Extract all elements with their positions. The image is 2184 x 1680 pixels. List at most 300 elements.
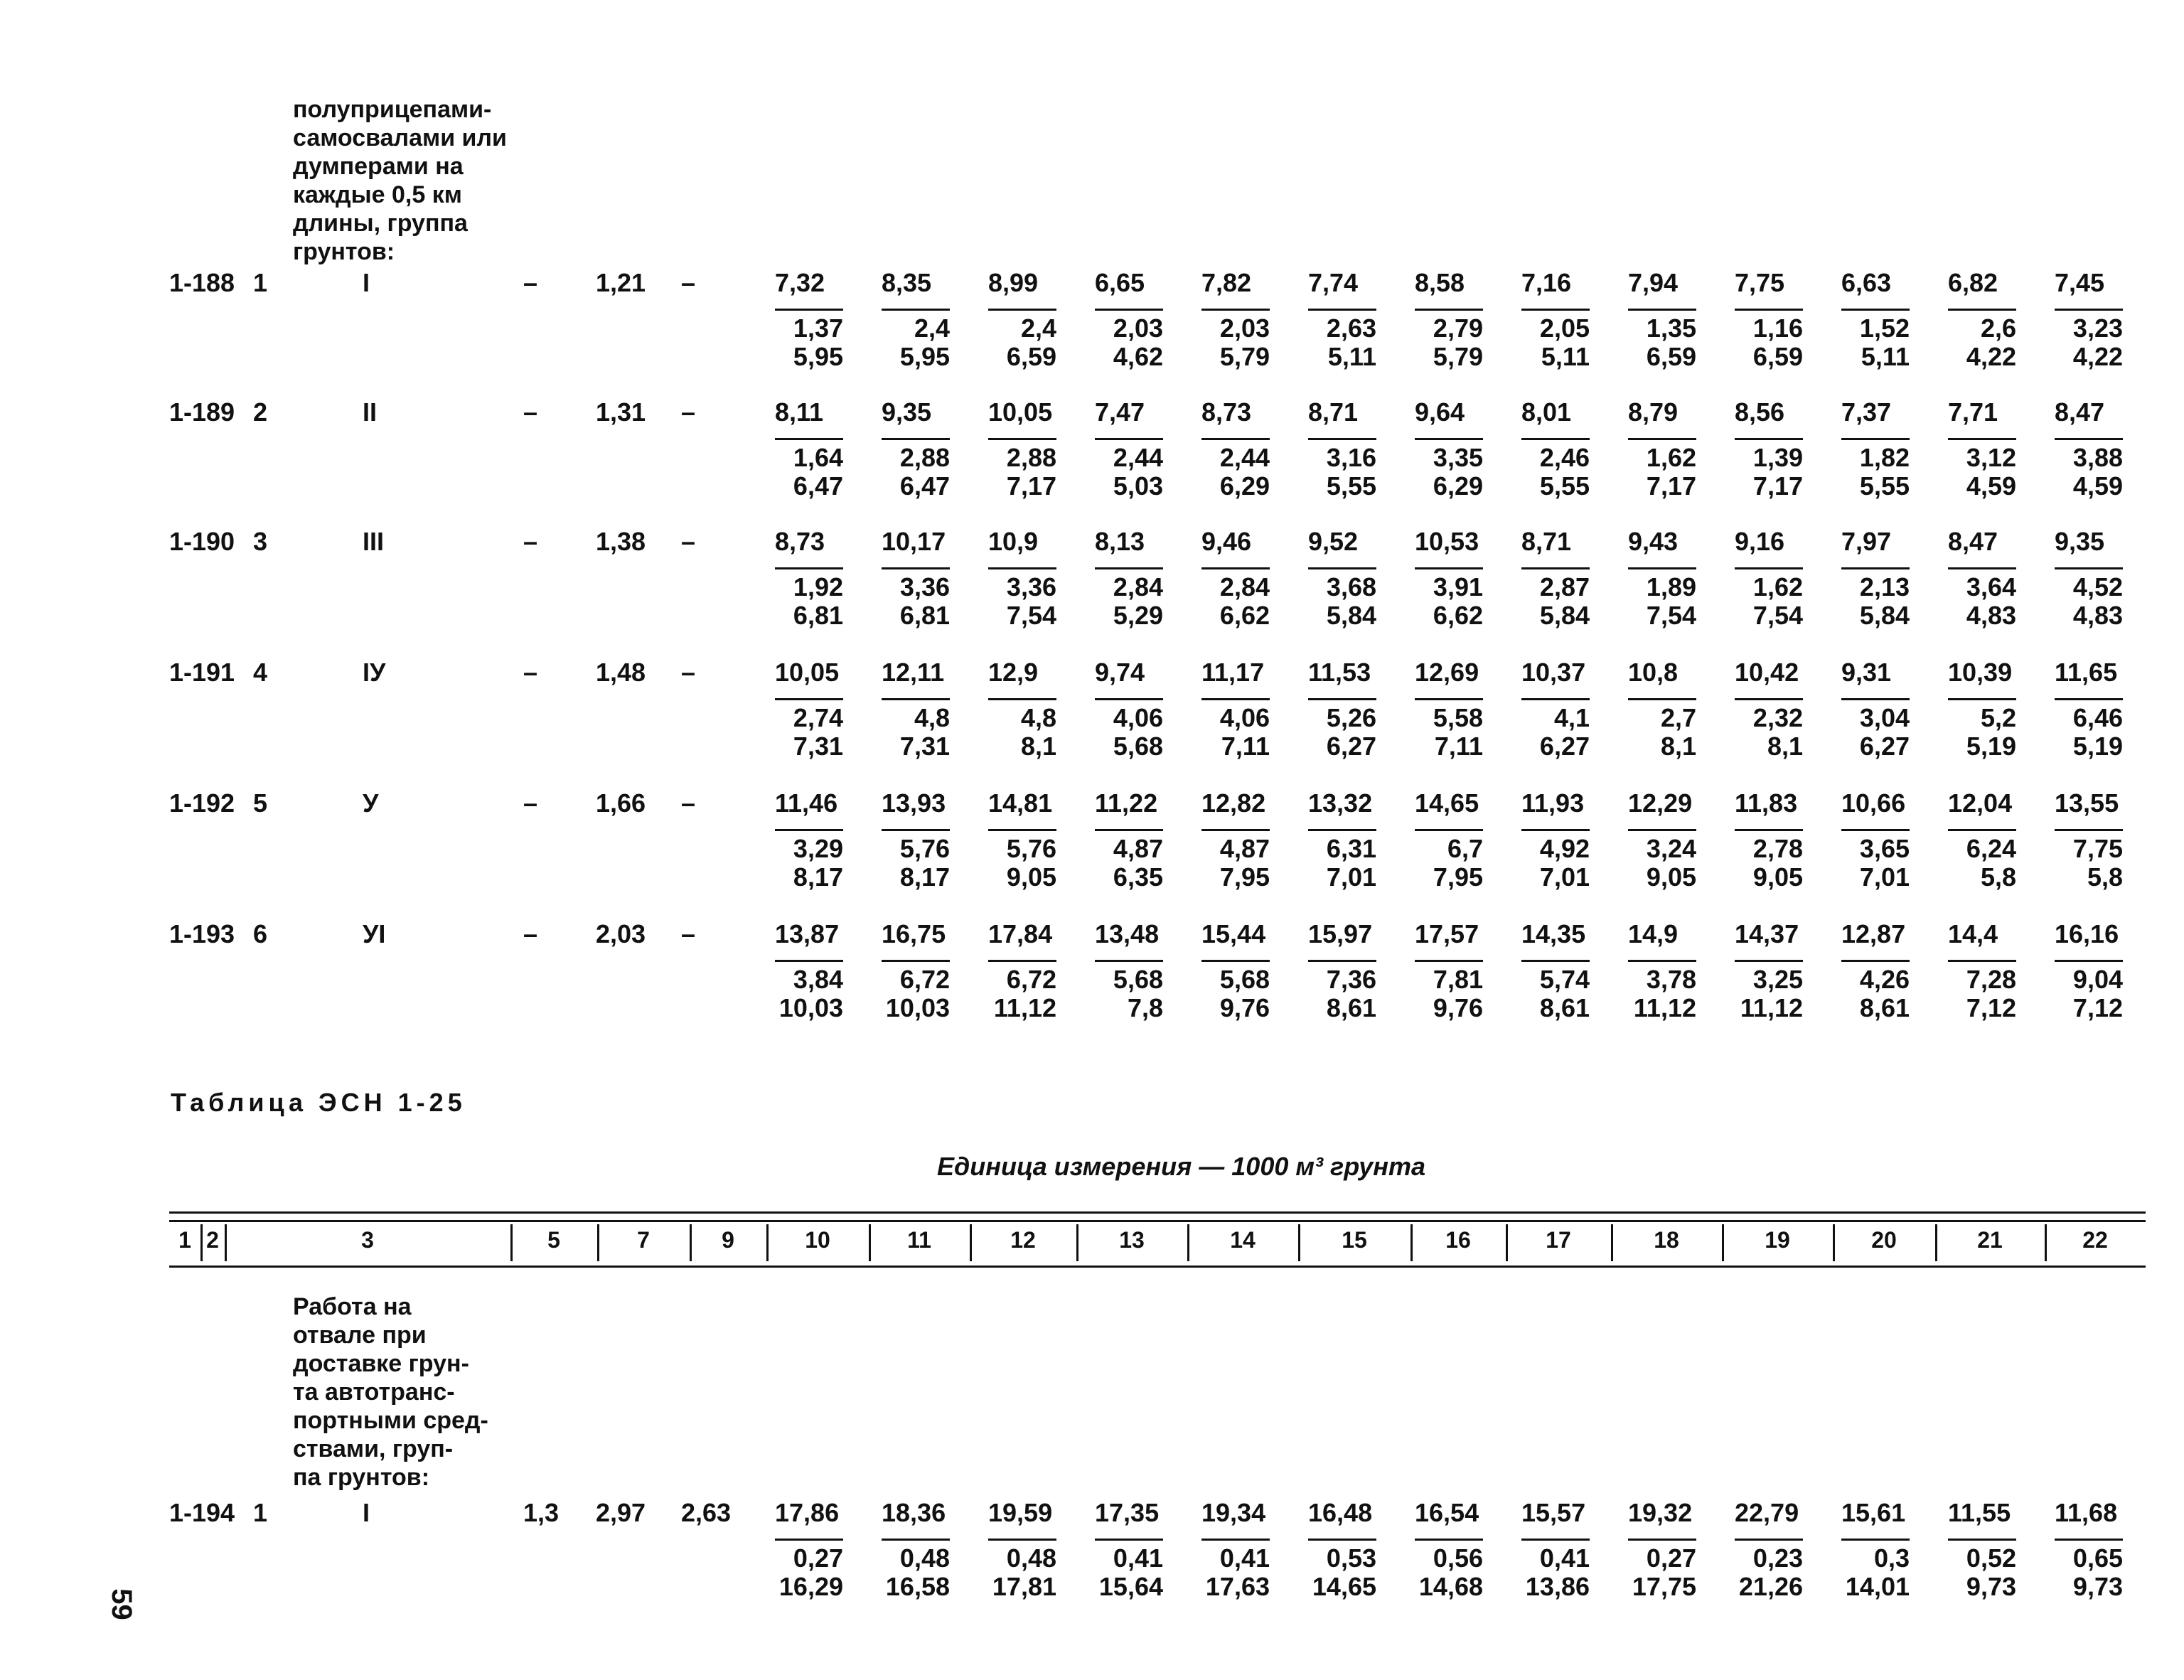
fraction-sub-value-1: 0,53 (1326, 1543, 1376, 1573)
fraction-sub-value-2: 9,05 (1006, 862, 1056, 892)
fraction-sub-value-1: 4,87 (1219, 834, 1270, 863)
fraction-cell (1521, 1498, 1600, 1601)
fraction-bar (1948, 698, 2016, 700)
fraction-bar (1521, 1539, 1590, 1541)
fraction-cell (775, 1498, 853, 1601)
fraction-sub-value-1: 3,91 (1433, 572, 1483, 601)
fraction-cell (1415, 397, 1493, 501)
fraction-sub-values (1095, 835, 1163, 892)
fraction-sub-values (1948, 965, 2016, 1022)
fraction-sub-value-2: 6,62 (1219, 601, 1270, 630)
row-soil-group: У (363, 788, 379, 818)
fraction-bar (882, 698, 950, 700)
fraction-sub-value-1: 7,28 (1966, 965, 2016, 994)
fraction-sub-value-2: 6,81 (793, 601, 843, 630)
fraction-value: 8,35 (882, 268, 932, 297)
fraction-value: 18,36 (882, 1498, 946, 1527)
fraction-bar (2055, 438, 2123, 440)
fraction-bar (988, 567, 1056, 569)
fraction-sub-values (1735, 704, 1803, 761)
fraction-bar (1201, 1539, 1270, 1541)
fraction-value: 11,93 (1521, 788, 1585, 818)
fraction-bar (1201, 567, 1270, 569)
row-col9: – (681, 527, 696, 556)
fraction-cell (1948, 658, 2026, 761)
fraction-sub-value-1: 2,13 (1859, 572, 1910, 601)
header-top-rule-2 (169, 1220, 2146, 1222)
fraction-value: 11,22 (1095, 788, 1158, 818)
fraction-sub-value-1: 6,72 (1006, 965, 1056, 994)
fraction-sub-values (1735, 444, 1803, 501)
header-cell: 14 (1230, 1227, 1256, 1253)
fraction-sub-value-1: 3,24 (1646, 834, 1696, 863)
fraction-cell (1095, 397, 1173, 501)
row-col7: 1,48 (596, 658, 646, 687)
fraction-value: 9,35 (882, 397, 932, 427)
fraction-cell (1415, 658, 1493, 761)
fraction-sub-values (1308, 444, 1376, 501)
fraction-sub-value-2: 7,95 (1433, 862, 1483, 892)
fraction-value: 13,32 (1308, 788, 1373, 818)
fraction-sub-value-1: 0,52 (1966, 1543, 2016, 1573)
fraction-cell (1948, 397, 2026, 501)
fraction-bar (988, 1539, 1056, 1541)
page-number: 59 (105, 1588, 137, 1620)
fraction-sub-value-1: 1,89 (1646, 572, 1696, 601)
fraction-sub-values (882, 314, 950, 371)
header-divider (690, 1224, 692, 1261)
fraction-bar (1841, 309, 1910, 311)
fraction-bar (1308, 960, 1376, 962)
header-cell: 19 (1765, 1227, 1790, 1253)
fraction-sub-value-1: 3,78 (1646, 965, 1696, 994)
fraction-cell (1735, 1498, 1813, 1601)
fraction-cell (1841, 919, 1920, 1022)
fraction-bar (988, 829, 1056, 831)
fraction-cell (988, 919, 1066, 1022)
fraction-sub-values (775, 1544, 843, 1601)
fraction-value: 7,97 (1841, 527, 1892, 556)
header-cell: 10 (805, 1227, 830, 1253)
fraction-bar (988, 309, 1056, 311)
fraction-sub-values (1841, 573, 1910, 630)
fraction-sub-value-2: 8,1 (1767, 732, 1803, 761)
row-col9: 2,63 (681, 1498, 732, 1527)
fraction-bar (1841, 438, 1910, 440)
fraction-cell (1201, 397, 1280, 501)
fraction-cell (1521, 788, 1600, 892)
header-cell: 3 (361, 1227, 374, 1253)
fraction-sub-values (988, 444, 1056, 501)
fraction-sub-value-2: 4,83 (1966, 601, 2016, 630)
fraction-cell (2055, 788, 2133, 892)
fraction-value: 9,46 (1201, 527, 1252, 556)
fraction-bar (1308, 1539, 1376, 1541)
fraction-sub-value-2: 8,17 (793, 862, 843, 892)
fraction-sub-values (1415, 835, 1483, 892)
fraction-bar (882, 960, 950, 962)
fraction-sub-values (1521, 1544, 1590, 1601)
fraction-value: 9,31 (1841, 658, 1892, 687)
fraction-sub-values (1948, 573, 2016, 630)
fraction-sub-values (2055, 1544, 2123, 1601)
fraction-cell (988, 268, 1066, 371)
fraction-bar (882, 438, 950, 440)
fraction-value: 9,74 (1095, 658, 1145, 687)
fraction-sub-value-1: 2,44 (1113, 443, 1163, 472)
fraction-cell (2055, 397, 2133, 501)
fraction-sub-values (1735, 965, 1803, 1022)
fraction-value: 17,57 (1415, 919, 1479, 948)
fraction-sub-value-1: 4,26 (1859, 965, 1910, 994)
header-cell: 11 (907, 1227, 931, 1253)
fraction-value: 14,35 (1521, 919, 1586, 948)
fraction-sub-values (1948, 444, 2016, 501)
fraction-sub-values (1308, 835, 1376, 892)
fraction-bar (1201, 960, 1270, 962)
fraction-sub-value-2: 11,12 (1740, 993, 1803, 1022)
fraction-value: 17,84 (988, 919, 1053, 948)
fraction-sub-value-1: 2,84 (1219, 572, 1270, 601)
fraction-sub-value-2: 5,19 (2072, 732, 2123, 761)
fraction-sub-value-1: 0,27 (1646, 1543, 1696, 1573)
fraction-cell (882, 919, 960, 1022)
fraction-sub-value-1: 0,3 (1873, 1543, 1910, 1573)
fraction-sub-value-2: 5,03 (1113, 471, 1163, 501)
header-cell: 15 (1342, 1227, 1367, 1253)
fraction-sub-values (1308, 965, 1376, 1022)
fraction-sub-value-2: 9,76 (1433, 993, 1483, 1022)
header-cell: 2 (206, 1227, 219, 1253)
fraction-sub-value-2: 9,73 (1966, 1572, 2016, 1601)
fraction-sub-values (1201, 965, 1270, 1022)
header-cell: 21 (1977, 1227, 2003, 1253)
fraction-cell (1201, 919, 1280, 1022)
fraction-sub-value-1: 3,36 (1006, 572, 1056, 601)
fraction-value: 14,4 (1948, 919, 1998, 948)
fraction-sub-value-2: 5,8 (2087, 862, 2123, 892)
fraction-bar (2055, 960, 2123, 962)
fraction-sub-value-2: 6,59 (1006, 342, 1056, 371)
fraction-sub-value-1: 9,04 (2072, 965, 2123, 994)
fraction-sub-value-2: 7,01 (1539, 862, 1590, 892)
fraction-cell (1841, 1498, 1920, 1601)
fraction-cell (988, 788, 1066, 892)
fraction-sub-value-2: 6,47 (793, 471, 843, 501)
header-cell: 1 (178, 1227, 191, 1253)
row-soil-group: II (363, 397, 378, 427)
fraction-sub-value-1: 4,87 (1113, 834, 1163, 863)
fraction-cell (2055, 1498, 2133, 1601)
fraction-sub-value-2: 7,54 (1646, 601, 1696, 630)
fraction-cell (1095, 268, 1173, 371)
fraction-sub-value-1: 2,88 (1006, 443, 1056, 472)
fraction-sub-values (882, 573, 950, 630)
header-cell: 22 (2082, 1227, 2108, 1253)
fraction-sub-values (988, 704, 1056, 761)
fraction-sub-value-2: 10,03 (778, 993, 843, 1022)
fraction-cell (1735, 397, 1813, 501)
fraction-bar (1308, 698, 1376, 700)
fraction-cell (1841, 788, 1920, 892)
fraction-sub-value-1: 0,27 (793, 1543, 843, 1573)
fraction-bar (1628, 438, 1696, 440)
fraction-bar (1415, 438, 1483, 440)
fraction-value: 10,9 (988, 527, 1039, 556)
fraction-sub-value-2: 7,11 (1434, 732, 1483, 761)
row-soil-group: I (363, 268, 370, 297)
fraction-sub-value-1: 6,31 (1326, 834, 1376, 863)
fraction-value: 14,65 (1415, 788, 1479, 818)
fraction-sub-values (882, 835, 950, 892)
fraction-value: 13,48 (1095, 919, 1160, 948)
fraction-sub-value-2: 7,54 (1752, 601, 1803, 630)
fraction-bar (1308, 438, 1376, 440)
fraction-sub-values (1308, 704, 1376, 761)
fraction-sub-values (1628, 965, 1696, 1022)
fraction-value: 10,05 (775, 658, 840, 687)
fraction-sub-value-1: 3,12 (1966, 443, 2016, 472)
fraction-value: 8,47 (1948, 527, 1998, 556)
fraction-sub-value-2: 5,79 (1433, 342, 1483, 371)
fraction-bar (1628, 1539, 1696, 1541)
fraction-sub-value-2: 17,75 (1632, 1572, 1696, 1601)
fraction-sub-values (1201, 1544, 1270, 1601)
fraction-sub-value-2: 15,64 (1098, 1572, 1163, 1601)
fraction-cell (1521, 919, 1600, 1022)
fraction-cell (1948, 527, 2026, 630)
header-divider (225, 1224, 227, 1261)
header-bottom-rule (169, 1266, 2146, 1268)
fraction-sub-values (1095, 1544, 1163, 1601)
fraction-bar (775, 698, 843, 700)
fraction-sub-value-1: 7,36 (1326, 965, 1376, 994)
fraction-value: 8,73 (1201, 397, 1252, 427)
fraction-sub-value-1: 6,7 (1447, 834, 1483, 863)
fraction-cell (1521, 527, 1600, 630)
fraction-sub-value-1: 1,82 (1859, 443, 1910, 472)
fraction-value: 6,82 (1948, 268, 1998, 297)
fraction-sub-value-2: 5,95 (793, 342, 843, 371)
fraction-sub-value-2: 6,27 (1326, 732, 1376, 761)
fraction-value: 7,16 (1521, 268, 1572, 297)
fraction-value: 16,48 (1308, 1498, 1373, 1527)
fraction-bar (775, 438, 843, 440)
fraction-value: 7,75 (1735, 268, 1785, 297)
fraction-value: 8,01 (1521, 397, 1572, 427)
fraction-cell (1095, 1498, 1173, 1601)
fraction-sub-value-1: 7,81 (1433, 965, 1483, 994)
fraction-value: 16,54 (1415, 1498, 1479, 1527)
fraction-bar (2055, 698, 2123, 700)
fraction-sub-values (2055, 965, 2123, 1022)
fraction-sub-values (1948, 314, 2016, 371)
fraction-value: 10,8 (1628, 658, 1679, 687)
fraction-sub-value-1: 4,06 (1113, 703, 1163, 732)
fraction-sub-value-2: 5,11 (1541, 342, 1590, 371)
fraction-value: 8,71 (1308, 397, 1359, 427)
fraction-bar (1735, 960, 1803, 962)
fraction-value: 10,53 (1415, 527, 1479, 556)
fraction-sub-values (1735, 314, 1803, 371)
fraction-sub-value-1: 1,35 (1646, 314, 1696, 343)
fraction-value: 6,63 (1841, 268, 1892, 297)
fraction-cell (882, 268, 960, 371)
fraction-cell (1841, 397, 1920, 501)
fraction-cell (1948, 788, 2026, 892)
fraction-value: 12,29 (1628, 788, 1693, 818)
fraction-cell (1095, 658, 1173, 761)
fraction-sub-values (1841, 444, 1910, 501)
fraction-cell (775, 919, 853, 1022)
fraction-value: 7,74 (1308, 268, 1359, 297)
fraction-sub-value-1: 1,16 (1752, 314, 1803, 343)
fraction-value: 9,16 (1735, 527, 1785, 556)
fraction-sub-value-1: 5,76 (1006, 834, 1056, 863)
fraction-bar (988, 438, 1056, 440)
fraction-sub-values (775, 573, 843, 630)
fraction-cell (882, 1498, 960, 1601)
fraction-cell (1628, 658, 1706, 761)
fraction-cell (882, 788, 960, 892)
fraction-bar (1521, 960, 1590, 962)
fraction-sub-values (1095, 704, 1163, 761)
fraction-bar (1948, 960, 2016, 962)
fraction-value: 9,43 (1628, 527, 1679, 556)
fraction-sub-value-1: 0,48 (1006, 1543, 1056, 1573)
fraction-sub-value-1: 6,72 (899, 965, 950, 994)
fraction-value: 8,47 (2055, 397, 2105, 427)
fraction-value: 14,81 (988, 788, 1053, 818)
fraction-value: 10,66 (1841, 788, 1906, 818)
fraction-bar (1735, 438, 1803, 440)
fraction-cell (1308, 919, 1386, 1022)
fraction-value: 9,52 (1308, 527, 1359, 556)
fraction-value: 11,68 (2055, 1498, 2118, 1527)
fraction-sub-value-2: 5,84 (1539, 601, 1590, 630)
fraction-value: 19,59 (988, 1498, 1053, 1527)
fraction-sub-values (1628, 314, 1696, 371)
fraction-bar (1841, 567, 1910, 569)
fraction-cell (882, 658, 960, 761)
fraction-sub-value-2: 6,29 (1433, 471, 1483, 501)
fraction-sub-value-2: 9,05 (1646, 862, 1696, 892)
fraction-sub-value-2: 4,62 (1113, 342, 1163, 371)
fraction-cell (988, 1498, 1066, 1601)
header-divider (1506, 1224, 1508, 1261)
fraction-bar (1415, 829, 1483, 831)
row-code: 1-194 (169, 1498, 235, 1527)
fraction-value: 10,39 (1948, 658, 2013, 687)
fraction-sub-values (1415, 965, 1483, 1022)
fraction-sub-values (1628, 444, 1696, 501)
fraction-bar (1415, 567, 1483, 569)
fraction-sub-value-1: 5,76 (899, 834, 950, 863)
fraction-cell (1095, 527, 1173, 630)
fraction-sub-value-2: 8,1 (1660, 732, 1696, 761)
fraction-bar (1628, 567, 1696, 569)
fraction-bar (1095, 960, 1163, 962)
fraction-value: 7,94 (1628, 268, 1679, 297)
row-soil-group: III (363, 527, 385, 556)
fraction-sub-values (1628, 835, 1696, 892)
fraction-bar (2055, 1539, 2123, 1541)
fraction-bar (988, 960, 1056, 962)
fraction-sub-value-1: 1,62 (1752, 572, 1803, 601)
fraction-sub-value-1: 0,41 (1219, 1543, 1270, 1573)
fraction-cell (1628, 527, 1706, 630)
fraction-cell (1735, 919, 1813, 1022)
header-divider (1410, 1224, 1413, 1261)
fraction-sub-values (1841, 704, 1910, 761)
fraction-cell (1201, 658, 1280, 761)
fraction-cell (1201, 527, 1280, 630)
row-code: 1-193 (169, 919, 235, 948)
fraction-value: 6,65 (1095, 268, 1145, 297)
fraction-sub-value-1: 6,46 (2072, 703, 2123, 732)
fraction-cell (882, 527, 960, 630)
fraction-value: 8,71 (1521, 527, 1572, 556)
fraction-value: 9,64 (1415, 397, 1465, 427)
fraction-sub-value-2: 5,84 (1326, 601, 1376, 630)
fraction-bar (775, 309, 843, 311)
fraction-sub-value-2: 5,11 (1327, 342, 1376, 371)
fraction-sub-value-2: 6,59 (1752, 342, 1803, 371)
fraction-sub-values (2055, 314, 2123, 371)
row-soil-group: УI (363, 919, 386, 948)
fraction-sub-values (882, 704, 950, 761)
fraction-sub-values (1628, 1544, 1696, 1601)
header-divider (1833, 1224, 1835, 1261)
lower-description: Работа на отвале при доставке грун- та автотранс- портными сред- ствами, груп- па грунтов: (293, 1293, 488, 1491)
fraction-sub-values (2055, 444, 2123, 501)
fraction-value: 11,55 (1948, 1498, 2011, 1527)
fraction-sub-value-2: 5,55 (1539, 471, 1590, 501)
fraction-sub-value-2: 6,62 (1433, 601, 1483, 630)
fraction-cell (1308, 658, 1386, 761)
fraction-cell (1415, 527, 1493, 630)
row-col7: 1,66 (596, 788, 646, 818)
fraction-sub-value-1: 1,39 (1752, 443, 1803, 472)
fraction-cell (1521, 268, 1600, 371)
upper-description: полуприцепами- самосвалами или думперами на каждые 0,5 км длины, группа грунтов: (293, 96, 507, 265)
fraction-value: 8,13 (1095, 527, 1145, 556)
fraction-cell (1628, 397, 1706, 501)
row-col7: 2,03 (596, 919, 646, 948)
fraction-sub-values (1628, 704, 1696, 761)
fraction-sub-value-1: 3,35 (1433, 443, 1483, 472)
fraction-sub-value-2: 5,55 (1326, 471, 1376, 501)
fraction-value: 17,86 (775, 1498, 840, 1527)
fraction-bar (1308, 567, 1376, 569)
fraction-sub-values (882, 444, 950, 501)
fraction-cell (1841, 658, 1920, 761)
fraction-sub-value-2: 5,95 (899, 342, 950, 371)
fraction-value: 10,17 (882, 527, 946, 556)
fraction-cell (2055, 919, 2133, 1022)
fraction-sub-value-1: 2,6 (1980, 314, 2016, 343)
fraction-value: 15,57 (1521, 1498, 1586, 1527)
fraction-sub-value-1: 5,68 (1113, 965, 1163, 994)
header-cell: 5 (547, 1227, 560, 1253)
fraction-value: 10,05 (988, 397, 1053, 427)
fraction-sub-values (988, 965, 1056, 1022)
fraction-value: 8,79 (1628, 397, 1679, 427)
fraction-bar (1095, 1539, 1163, 1541)
fraction-sub-value-2: 7,01 (1326, 862, 1376, 892)
fraction-sub-value-2: 4,59 (1966, 471, 2016, 501)
fraction-cell (1308, 1498, 1386, 1601)
